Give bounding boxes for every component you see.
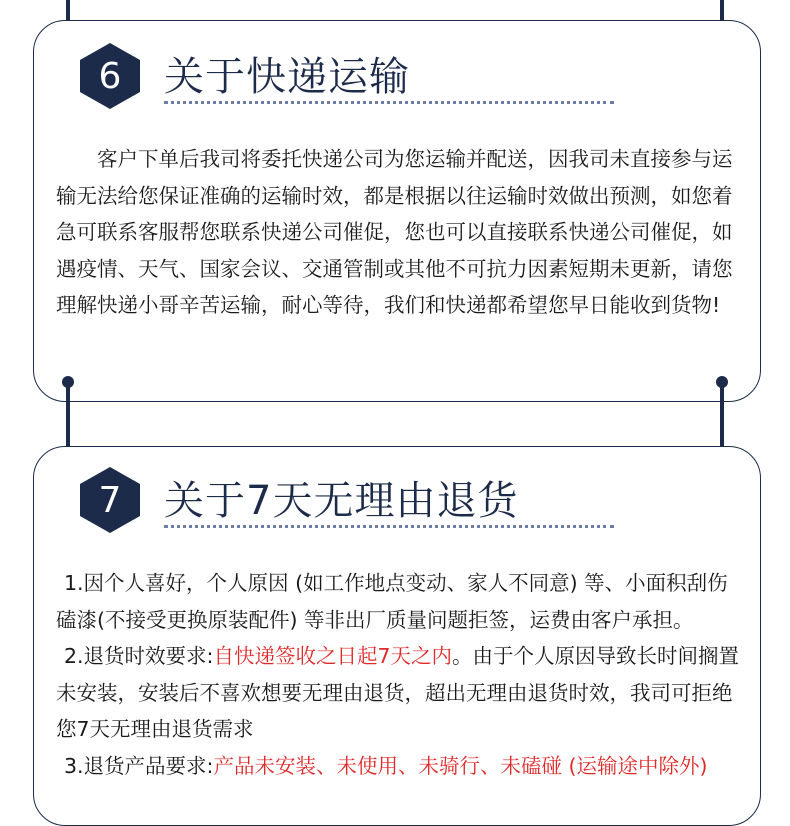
shipping-paragraph: 客户下单后我司将委托快递公司为您运输并配送，因我司未直接参与运输无法给您保证准确的运输时效，都是根据以往运输时效做出预测，如您着急可联系客服帮您联系快递公司催促，您也可以直接联系快递公司催促，如遇疫情、天气、国家会议、交通管制或其他不可抗力因素短期未更新，请您理解快递小哥辛苦运输，耐心等待，我们和快递都希望您早日能收到货物!	[56, 147, 733, 317]
title-dotted-divider	[164, 101, 614, 104]
section-body	[56, 141, 746, 324]
product-condition-highlight: 产品未安装、未使用、未骑行、未磕碰 (运输途中除外)	[213, 753, 708, 778]
section-number-badge	[77, 465, 143, 535]
section-number-badge	[77, 41, 143, 111]
return-item-1: 1.因个人喜好，个人原因 (如工作地点变动、家人不同意) 等、小面积刮伤磕漆(不接受更换原装配件) 等非出厂质量问题拒签，运费由客户承担。	[56, 571, 728, 632]
section-card-shipping	[33, 20, 761, 402]
section-card-returns	[33, 446, 761, 826]
return-item-3: 3.退货产品要求:产品未安装、未使用、未骑行、未磕碰 (运输途中除外)	[64, 753, 708, 778]
section-number: 6	[98, 55, 122, 97]
return-window-highlight: 自快递签收之日起7天之内	[213, 644, 453, 668]
title-dotted-divider	[164, 525, 614, 528]
section-title: 关于快递运输	[164, 54, 410, 100]
section-title: 关于7天无理由退货	[164, 478, 519, 524]
section-number: 7	[98, 479, 122, 521]
section-body	[56, 565, 746, 784]
return-item-2: 2.退货时效要求:自快递签收之日起7天之内。由于个人原因导致长时间搁置未安装，安装后不喜欢想要无理由退货，超出无理由退货时效，我司可拒绝您7天无理由退货需求	[56, 644, 740, 741]
